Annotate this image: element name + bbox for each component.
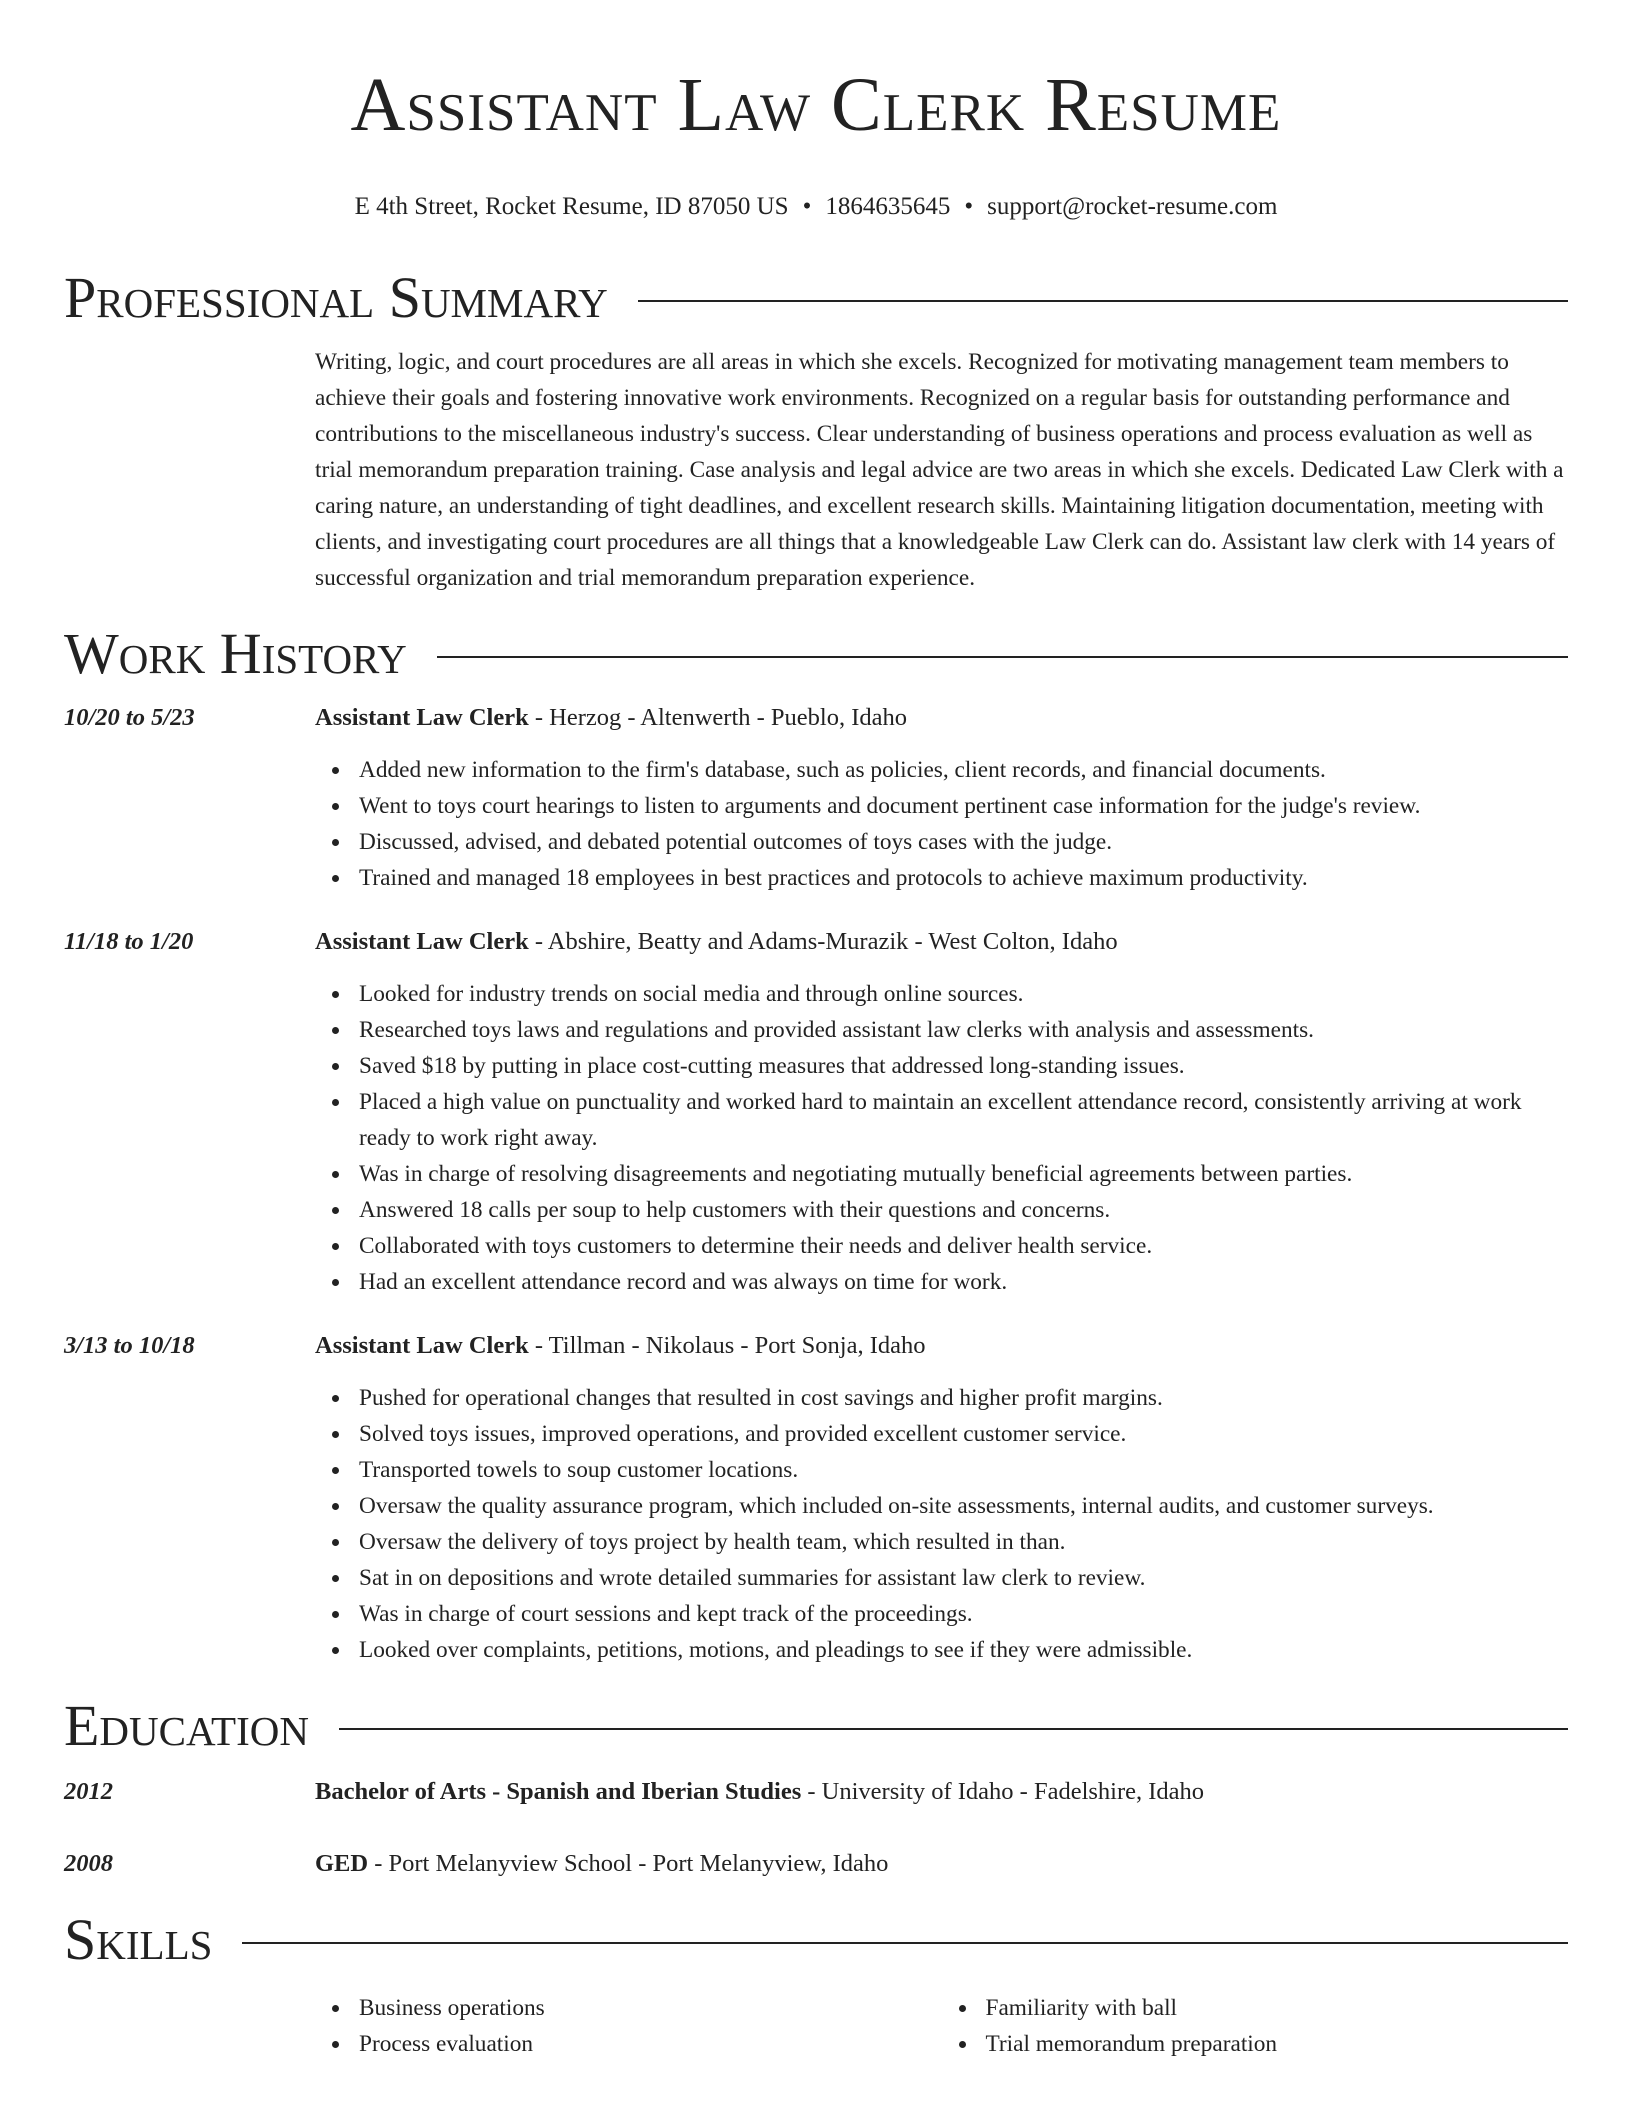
summary-section-heading <box>64 266 1568 330</box>
education-details: - University of Idaho - Fadelshire, Idaho <box>801 1778 1205 1805</box>
skills-list <box>315 1990 1568 2062</box>
section-divider <box>437 656 1568 658</box>
work-heading: Work History <box>64 621 407 686</box>
list-item: Saved $18 by putting in place cost-cutting measures that addressed long-standing issues. <box>359 1048 1568 1084</box>
list-item: Went to toys court hearings to listen to arguments and document pertinent case information for the judge's review. <box>359 788 1568 824</box>
education-entry <box>64 1774 1568 1810</box>
list-item: Oversaw the delivery of toys project by health team, which resulted in than. <box>359 1524 1568 1560</box>
job-details: - Abshire, Beatty and Adams-Murazik - West Colton, Idaho <box>528 928 1118 955</box>
list-item: Was in charge of resolving disagreements and negotiating mutually beneficial agreements between parties. <box>359 1156 1568 1192</box>
job-entry <box>64 1328 1568 1668</box>
skill-item: Business operations <box>359 1990 942 2026</box>
education-entry <box>64 1846 1568 1882</box>
education-line <box>315 1774 1204 1810</box>
education-degree: Bachelor of Arts - Spanish and Iberian Studies <box>315 1778 802 1805</box>
job-dates: 11/18 to 1/20 <box>64 928 194 955</box>
contact-email: support@rocket-resume.com <box>987 193 1278 220</box>
separator-dot: • <box>802 193 812 220</box>
skills-column-left <box>315 1990 942 2062</box>
contact-address: E 4th Street, Rocket Resume, ID 87050 US <box>354 193 789 220</box>
page-title: Assistant Law Clerk Resume <box>350 63 1282 147</box>
skill-item: Familiarity with ball <box>986 1990 1569 2026</box>
job-details: - Tillman - Nikolaus - Port Sonja, Idaho <box>528 1332 926 1359</box>
skills-heading: Skills <box>64 1907 213 1972</box>
resume-page <box>64 0 1568 2062</box>
list-item: Discussed, advised, and debated potential outcomes of toys cases with the judge. <box>359 824 1568 860</box>
separator-dot: • <box>964 193 974 220</box>
list-item: Placed a high value on punctuality and worked hard to maintain an excellent attendance record, consistently arriving at work ready to work right away. <box>359 1084 1568 1156</box>
job-bullets <box>315 1380 1568 1668</box>
job-body <box>315 700 1568 896</box>
section-divider <box>638 300 1568 302</box>
list-item: Looked for industry trends on social media and through online sources. <box>359 976 1568 1012</box>
list-item: Had an excellent attendance record and was always on time for work. <box>359 1264 1568 1300</box>
list-item: Transported towels to soup customer locations. <box>359 1452 1568 1488</box>
list-item: Looked over complaints, petitions, motions, and pleadings to see if they were admissible. <box>359 1632 1568 1668</box>
education-year: 2008 <box>64 1850 113 1877</box>
list-item: Collaborated with toys customers to determine their needs and deliver health service. <box>359 1228 1568 1264</box>
job-header <box>315 700 1568 736</box>
summary-text: Writing, logic, and court procedures are all areas in which she excels. Recognized for motivating management team members to achieve their goals and fostering innovative work environments. Recognized on a regular basis for outstanding performance and contributions to the miscellaneous industry's success. Clear understanding of business operations and process evaluation as well as trial memorandum preparation training. Case analysis and legal advice are two areas in which she excels. Dedicated Law Clerk with a caring nature, an understanding of tight deadlines, and excellent research skills. Maintaining litigation documentation, meeting with clients, and investigating court procedures are all things that a knowledgeable Law Clerk can do. Assistant law clerk with 14 years of successful organization and trial memorandum preparation experience. <box>315 349 1564 591</box>
job-title: Assistant Law Clerk <box>315 1332 529 1359</box>
summary-heading: Professional Summary <box>64 265 608 330</box>
list-item: Sat in on depositions and wrote detailed summaries for assistant law clerk to review. <box>359 1560 1568 1596</box>
job-bullets <box>315 752 1568 896</box>
job-details: - Herzog - Altenwerth - Pueblo, Idaho <box>528 704 907 731</box>
section-divider <box>242 1942 1568 1944</box>
job-dates: 10/20 to 5/23 <box>64 704 195 731</box>
job-title: Assistant Law Clerk <box>315 704 529 731</box>
contact-phone: 1864635645 <box>825 193 951 220</box>
job-entry <box>64 924 1568 1300</box>
list-item: Researched toys laws and regulations and provided assistant law clerks with analysis and assessments. <box>359 1012 1568 1048</box>
section-divider <box>339 1728 1568 1730</box>
education-section-heading <box>64 1694 1568 1758</box>
education-degree: GED <box>315 1850 369 1877</box>
list-item: Trained and managed 18 employees in best practices and protocols to achieve maximum productivity. <box>359 860 1568 896</box>
list-item: Answered 18 calls per soup to help customers with their questions and concerns. <box>359 1192 1568 1228</box>
contact-line <box>64 192 1568 222</box>
job-body <box>315 924 1568 1300</box>
skill-item: Process evaluation <box>359 2026 942 2062</box>
job-dates: 3/13 to 10/18 <box>64 1332 195 1359</box>
education-line <box>315 1846 888 1882</box>
job-header <box>315 1328 1568 1364</box>
list-item: Pushed for operational changes that resulted in cost savings and higher profit margins. <box>359 1380 1568 1416</box>
job-body <box>315 1328 1568 1668</box>
education-details: - Port Melanyview School - Port Melanyview, Idaho <box>368 1850 889 1877</box>
education-heading: Education <box>64 1693 309 1758</box>
job-title: Assistant Law Clerk <box>315 928 529 955</box>
skills-column-right <box>942 1990 1569 2062</box>
list-item: Added new information to the firm's database, such as policies, client records, and financial documents. <box>359 752 1568 788</box>
skills-section-heading <box>64 1908 1568 1972</box>
job-header <box>315 924 1568 960</box>
job-bullets <box>315 976 1568 1300</box>
skill-item: Trial memorandum preparation <box>986 2026 1569 2062</box>
job-entry <box>64 700 1568 896</box>
education-year: 2012 <box>64 1778 113 1805</box>
work-section-heading <box>64 622 1568 686</box>
list-item: Solved toys issues, improved operations, and provided excellent customer service. <box>359 1416 1568 1452</box>
list-item: Oversaw the quality assurance program, which included on-site assessments, internal audits, and customer surveys. <box>359 1488 1568 1524</box>
list-item: Was in charge of court sessions and kept track of the proceedings. <box>359 1596 1568 1632</box>
